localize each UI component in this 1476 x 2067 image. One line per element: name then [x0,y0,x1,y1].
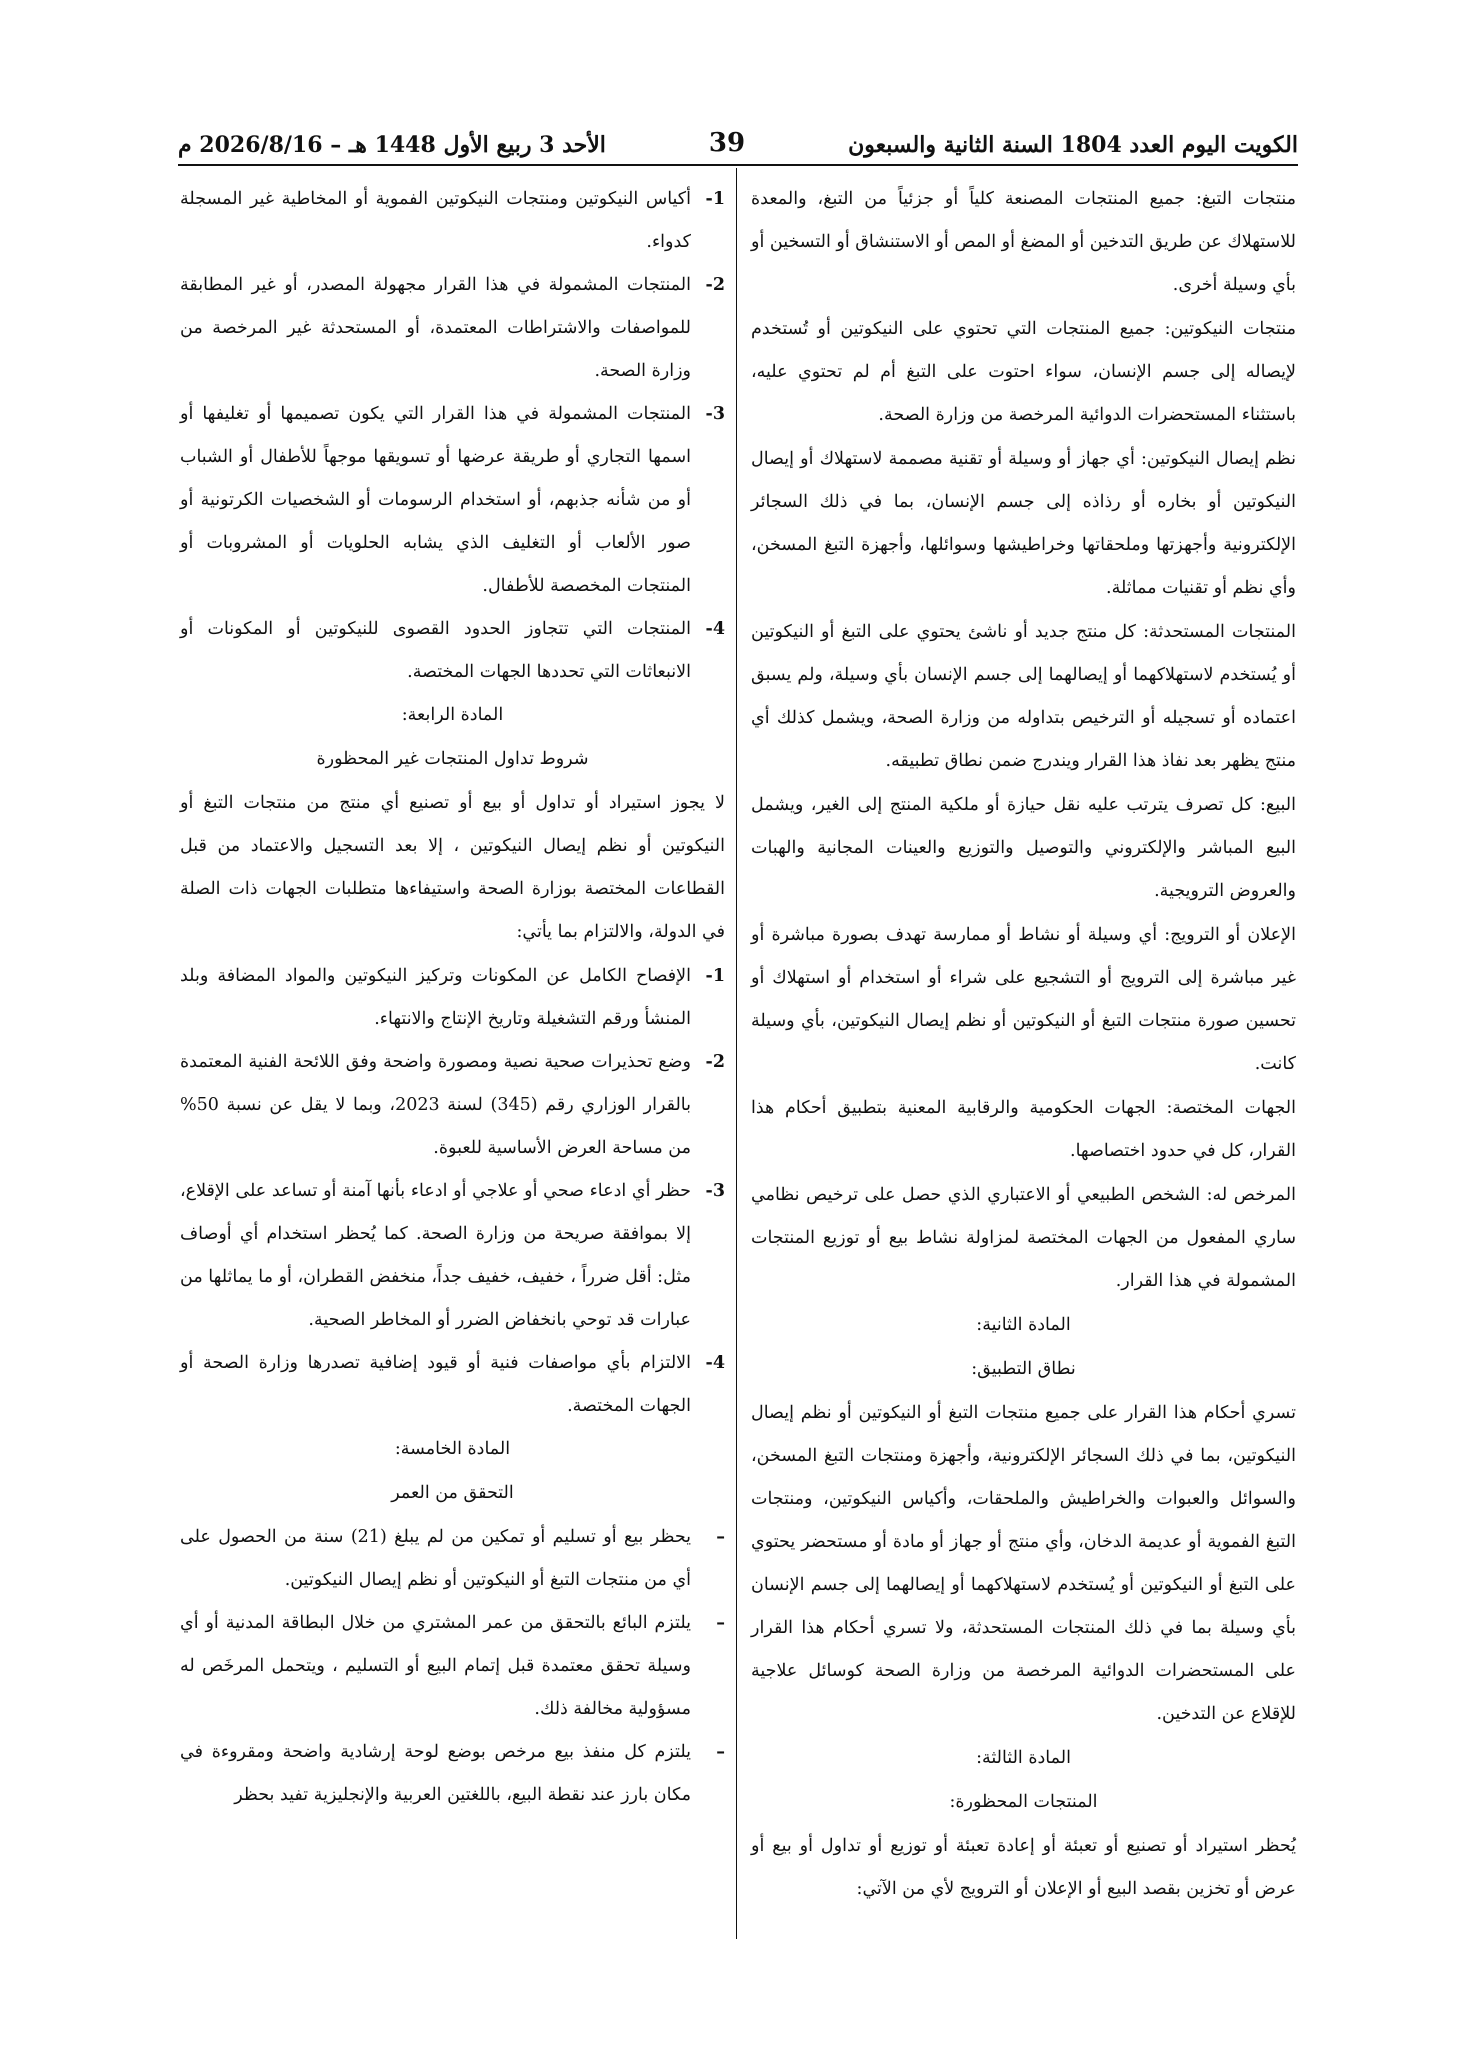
list-item [180,1342,725,1428]
paragraph: منتجات النيكوتين: جميع المنتجات التي تحتوي على النيكوتين أو تُستخدم لإيصاله إلى جسم الإنسان، سواء احتوت على التبغ أم لم تحتوي عليه، باستثناء المستحضرات الدوائية المرخصة من وزارة الصحة. [751,319,1296,425]
list-item-number: 1- [705,966,725,986]
list-item-text: الالتزام بأي مواصفات فنية أو قيود إضافية تصدرها وزارة الصحة أو الجهات المختصة. [180,1353,691,1416]
paragraph: يُحظر استيراد أو تصنيع أو تعبئة أو إعادة تعبئة أو توزيع أو تداول أو بيع أو عرض أو تخزين بقصد البيع أو الإعلان أو الترويج لأي من الآتي: [751,1836,1296,1899]
list-item-number: 3- [705,404,725,424]
header-rule [178,164,1298,166]
paragraph: تسري أحكام هذا القرار على جميع منتجات التبغ أو النيكوتين أو نظم إيصال النيكوتين، بما في ذلك السجائر الإلكترونية، وأجهزة ومنتجات التبغ المسخن، والسوائل والعبوات والخراطيش والملحقات، وأكياس النيكوتين، ومنتجات التبغ الفموية أو عديمة الدخان، وأي منتج أو جهاز أو مادة أو مستحضر يحتوي على التبغ أو النيكوتين أو يُستخدم لاستهلاكهما أو إيصالهما إلى جسم الإنسان بأي وسيلة بما في ذلك المنتجات المستحدثة، ولا تسري أحكام هذا القرار على المستحضرات الدوائية المرخصة من وزارة الصحة كوسائل علاجية للإقلاع عن التدخين. [751,1403,1296,1724]
paragraph: المرخص له: الشخص الطبيعي أو الاعتباري الذي حصل على ترخيص نظامي ساري المفعول من الجهات المختصة لمزاولة نشاط بيع أو توزيع المنتجات المشمولة في هذا القرار. [751,1185,1296,1291]
list-item [180,1170,725,1342]
list-item-text: الإفصاح الكامل عن المكونات وتركيز النيكوتين والمواد المضافة وبلد المنشأ ورقم التشغيلة وتاريخ الإنتاج والانتهاء. [180,966,691,1029]
list-item-text: المنتجات المشمولة في هذا القرار مجهولة المصدر، أو غير المطابقة للمواصفات والاشتراطات المعتمدة، أو المستحدثة غير المرخصة من وزارة الصحة. [180,275,691,381]
list-item-number: 4- [705,1353,725,1373]
list-item-text: المنتجات التي تتجاوز الحدود القصوى للنيكوتين أو المكونات أو الانبعاثات التي تحددها الجهات المختصة. [180,619,691,682]
column-divider [736,168,737,1939]
list-item [180,264,725,393]
page-header [178,118,1298,158]
article-heading: المادة الخامسة: [394,1439,511,1459]
article-heading: نطاق التطبيق: [971,1359,1076,1379]
list-item-text: وضع تحذيرات صحية نصية ومصورة واضحة وفق اللائحة الفنية المعتمدة بالقرار الوزاري رقم (345) لسنة 2023، وبما لا يقل عن نسبة 50% من مساحة العرض الأساسية للعبوة. [180,1052,691,1158]
paragraph: الإعلان أو الترويج: أي وسيلة أو نشاط أو ممارسة تهدف بصورة مباشرة أو غير مباشرة إلى الترويج أو التشجيع على شراء أو استخدام أو استهلاك أو تحسين صورة منتجات التبغ أو النيكوتين أو نظم إيصال النيكوتين، بأي وسيلة كانت. [751,925,1296,1074]
list-item [180,1602,725,1731]
list-item-number: – [716,1527,725,1547]
list-item-number: 2- [705,275,725,295]
article-heading: شروط تداول المنتجات غير المحظورة [316,749,589,769]
right-column [751,178,1296,1912]
list-item [180,178,725,264]
header-date: الأحد 3 ربيع الأول 1448 هـ – 2026/8/16 م [178,132,606,158]
article-heading: المادة الثالثة: [976,1748,1071,1768]
list-item-text: المنتجات المشمولة في هذا القرار التي يكون تصميمها أو تغليفها أو اسمها التجاري أو طريقة عرضها أو تسويقها موجهاً للأطفال أو الشباب أو من شأنه جذبهم، أو استخدام الرسومات أو الشخصيات الكرتونية أو صور الألعاب أو التغليف الذي يشابه الحلويات أو المشروبات أو المنتجات المخصصة للأطفال. [180,404,691,596]
list-item-number: 4- [705,619,725,639]
list-item-number: 3- [705,1181,725,1201]
list-item-text: يلتزم كل منفذ بيع مرخص بوضع لوحة إرشادية واضحة ومقروءة في مكان بارز عند نقطة البيع، باللغتين العربية والإنجليزية تفيد بحظر [180,1742,691,1805]
paragraph: نظم إيصال النيكوتين: أي جهاز أو وسيلة أو تقنية مصممة لاستهلاك أو إيصال النيكوتين أو بخاره أو رذاذه إلى جسم الإنسان، بما في ذلك السجائر الإلكترونية وأجهزتها وملحقاتها وخراطيشها وسوائلها، وأجهزة التبغ المسخن، وأي نظم أو تقنيات مماثلة. [751,449,1296,598]
paragraph: الجهات المختصة: الجهات الحكومية والرقابية المعنية بتطبيق أحكام هذا القرار، كل في حدود اختصاصها. [751,1098,1296,1161]
list-item-text: حظر أي ادعاء صحي أو علاجي أو ادعاء بأنها آمنة أو تساعد على الإقلاع، إلا بموافقة صريحة من وزارة الصحة. كما يُحظر استخدام أي أوصاف مثل: أقل ضرراً ، خفيف، خفيف جداً، منخفض القطران، أو ما يماثلها من عبارات قد توحي بانخفاض الضرر أو المخاطر الصحية. [180,1181,691,1330]
list-item [180,1041,725,1170]
list-item-number: 2- [705,1052,725,1072]
paragraph: البيع: كل تصرف يترتب عليه نقل حيازة أو ملكية المنتج إلى الغير، ويشمل البيع المباشر والإلكتروني والتوصيل والتوزيع والعينات المجانية والهبات والعروض الترويجية. [751,795,1296,901]
list-item [180,608,725,694]
list-item [180,955,725,1041]
article-heading: المادة الرابعة: [401,705,504,725]
paragraph: لا يجوز استيراد أو تداول أو بيع أو تصنيع أي منتج من منتجات التبغ أو النيكوتين أو نظم إيصال النيكوتين ، إلا بعد التسجيل والاعتماد من قبل القطاعات المختصة بوزارة الصحة واستيفاءها متطلبات الجهات ذات الصلة في الدولة، والالتزام بما يأتي: [180,793,725,942]
left-column [180,178,725,1817]
list-item-text: يلتزم البائع بالتحقق من عمر المشتري من خلال البطاقة المدنية أو أي وسيلة تحقق معتمدة قبل إتمام البيع أو التسليم ، ويتحمل المرخَص له مسؤولية مخالفة ذلك. [180,1613,691,1719]
article-heading: المادة الثانية: [976,1315,1071,1335]
page-number: 39 [708,128,746,158]
list-item-number: – [716,1742,725,1762]
list-item [180,1516,725,1602]
paragraph: المنتجات المستحدثة: كل منتج جديد أو ناشئ يحتوي على التبغ أو النيكوتين أو يُستخدم لاستهلاكهما أو إيصالهما إلى جسم الإنسان بأي وسيلة، ولم يسبق اعتماده أو تسجيله أو الترخيص بتداوله من وزارة الصحة، ويشمل كذلك أي منتج يظهر بعد نفاذ هذا القرار ويندرج ضمن نطاق تطبيقه. [751,622,1296,771]
list-item-text: يحظر بيع أو تسليم أو تمكين من لم يبلغ (21) سنة من الحصول على أي من منتجات التبغ أو النيكوتين أو نظم إيصال النيكوتين. [180,1527,691,1590]
header-gazette-info: الكويت اليوم العدد 1804 السنة الثانية والسبعون [848,132,1298,158]
article-heading: المنتجات المحظورة: [949,1792,1098,1812]
article-heading: التحقق من العمر [391,1483,514,1503]
list-item [180,1731,725,1817]
list-item-number: 1- [705,189,725,209]
list-item-text: أكياس النيكوتين ومنتجات النيكوتين الفموية أو المخاطية غير المسجلة كدواء. [180,189,691,252]
paragraph: منتجات التبغ: جميع المنتجات المصنعة كلياً أو جزئياً من التبغ، والمعدة للاستهلاك عن طريق التدخين أو المضغ أو المص أو الاستنشاق أو التسخين أو بأي وسيلة أخرى. [751,189,1296,295]
list-item-number: – [716,1613,725,1633]
list-item [180,393,725,608]
